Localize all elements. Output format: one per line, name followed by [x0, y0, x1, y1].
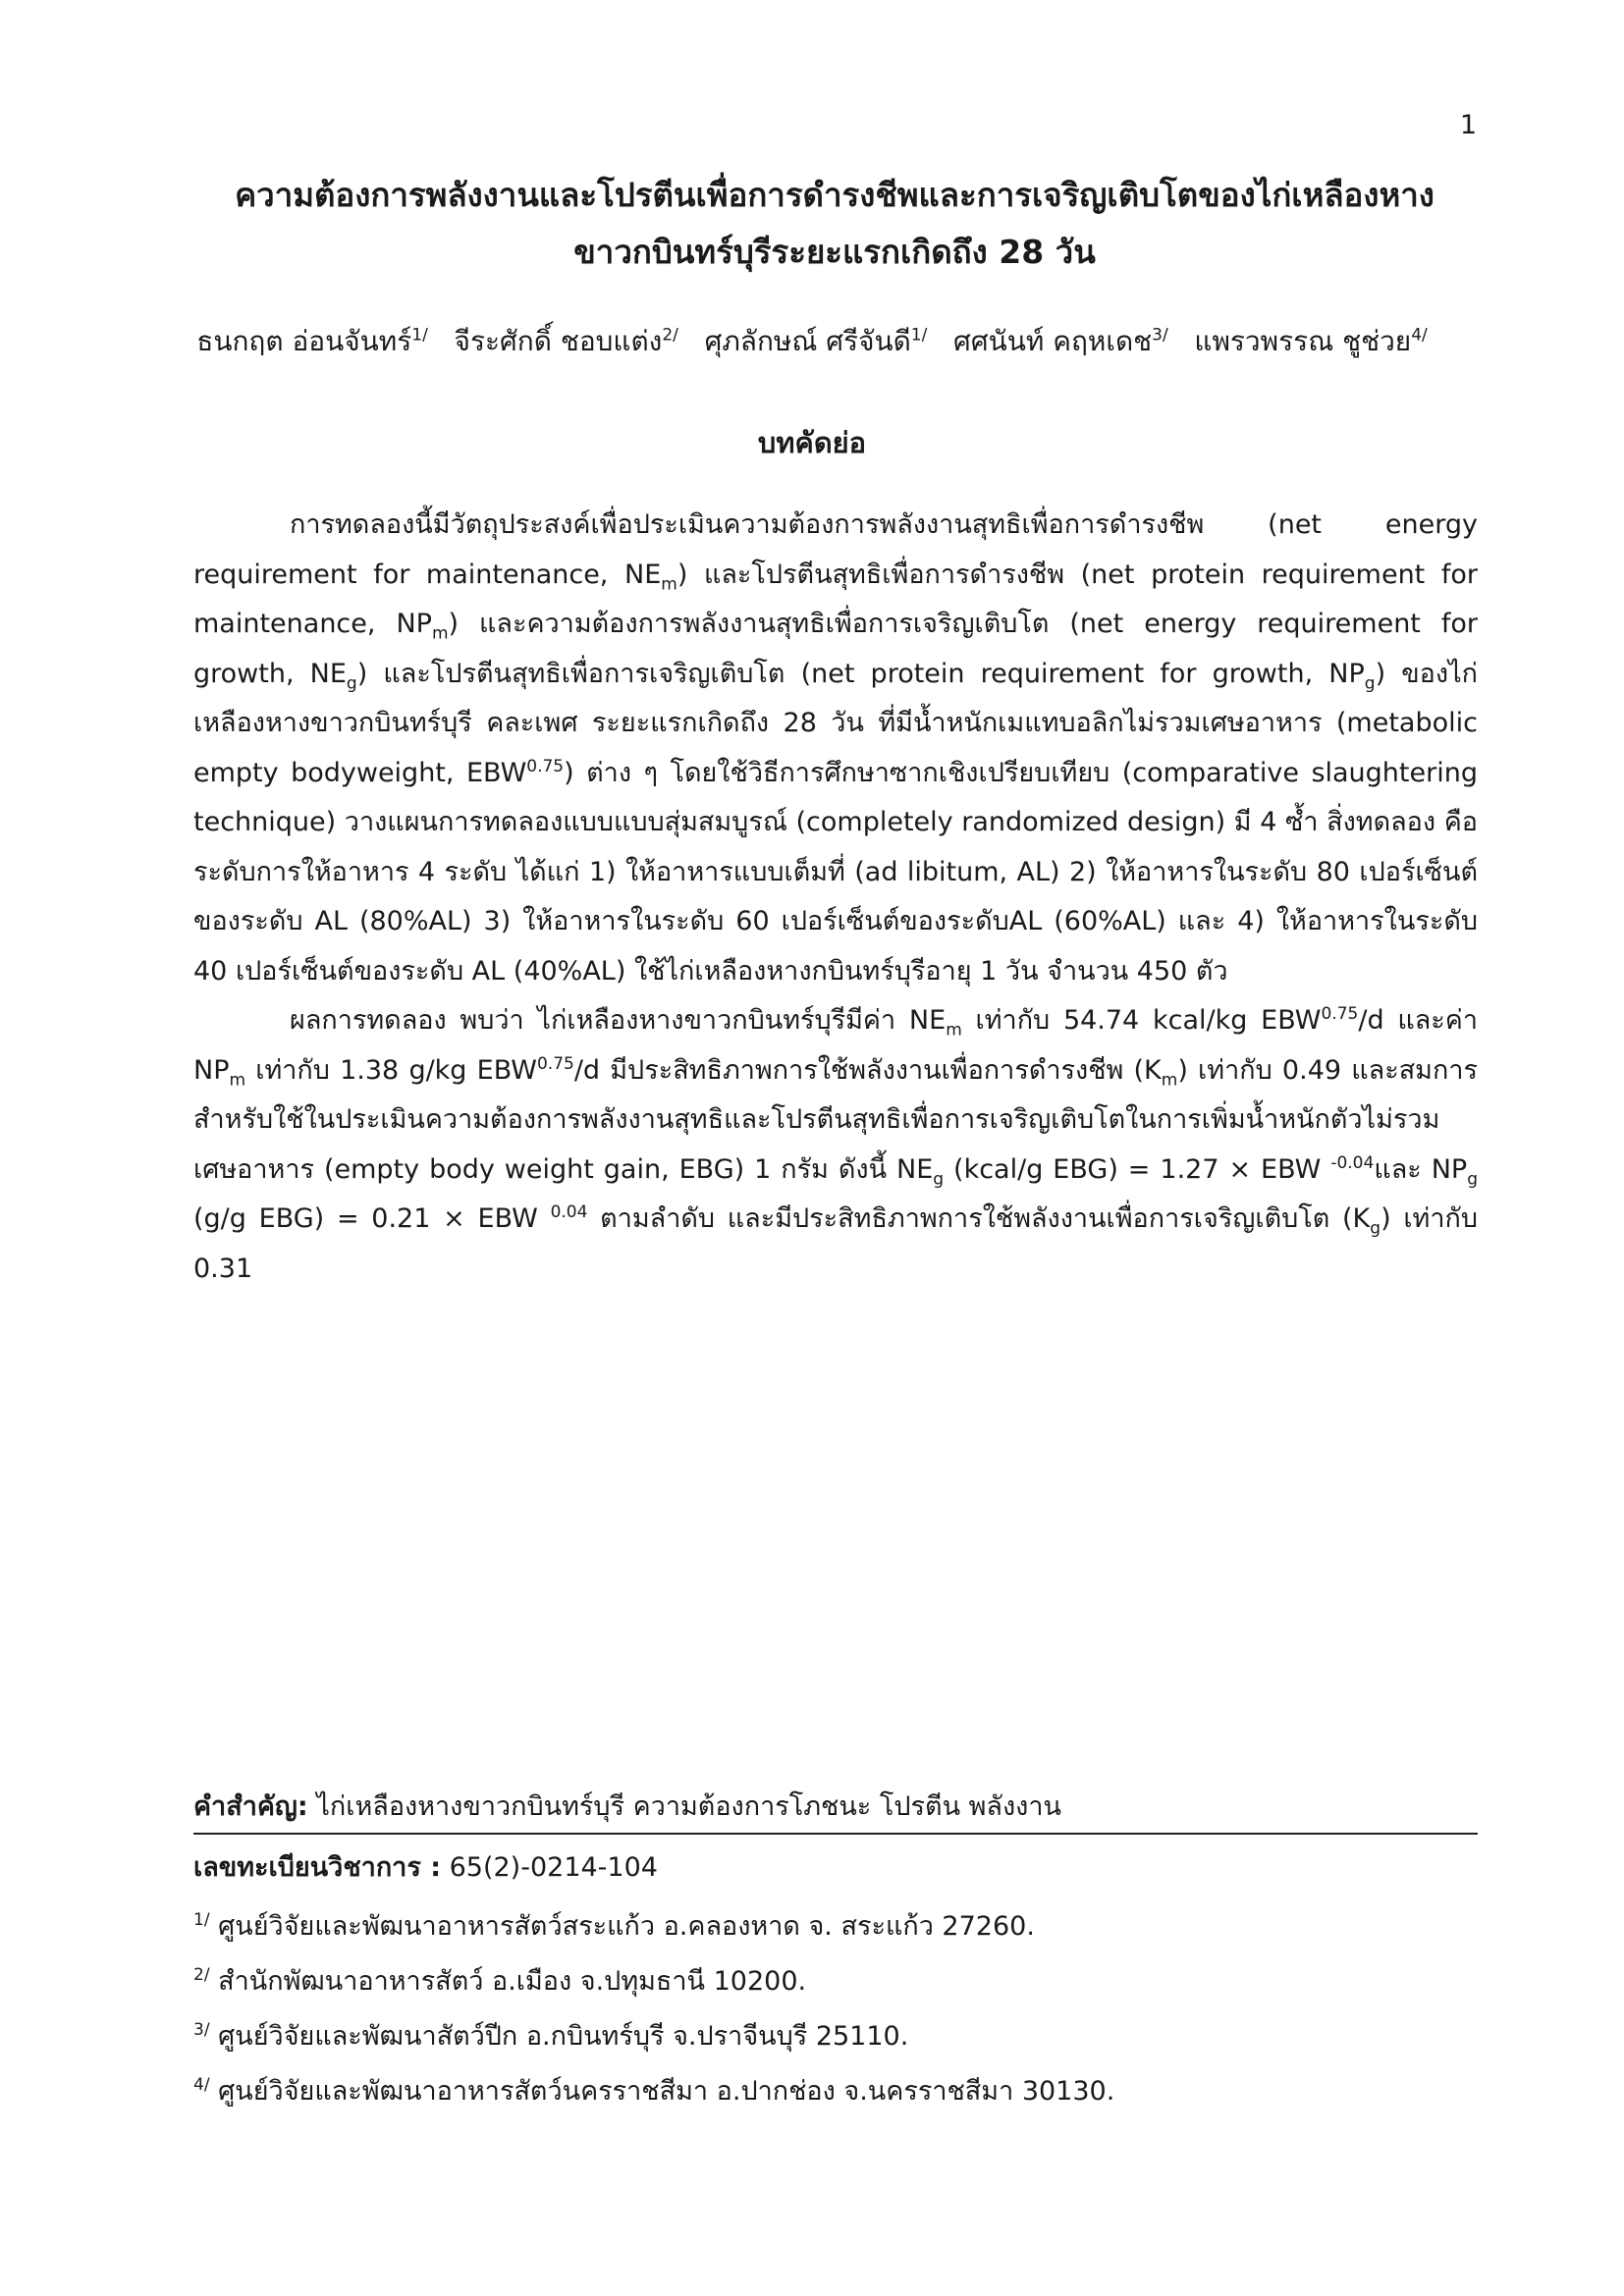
keywords-label: คำสำคัญ:: [193, 1791, 308, 1822]
author-name: ธนกฤต อ่อนจันทร์: [196, 325, 412, 357]
author-list: [147, 320, 1477, 363]
footnote-mark: 3/: [193, 2020, 210, 2040]
subscript: g: [933, 1168, 945, 1189]
text-run: ) และความต้องการพลังงานสุทธิเพื่อการเจริญเติบโต (net energy requirement for growth, NE: [193, 609, 1478, 689]
footnote-text: ศูนย์วิจัยและพัฒนาอาหารสัตว์สระแก้ว อ.คลองหาด จ. สระแก้ว 27260.: [209, 1911, 1035, 1942]
footnote: [193, 2014, 908, 2056]
author-mark: 4/: [1411, 325, 1428, 346]
title-line-1: ความต้องการพลังงานและโปรตีนเพื่อการดำรงชีพและการเจริญเติบโตของไก่เหลืองหาง: [235, 176, 1435, 214]
text-run: ) และโปรตีนสุทธิเพื่อการเจริญเติบโต (net protein requirement for growth, NP: [356, 658, 1365, 689]
superscript: 0.75: [1321, 1004, 1359, 1024]
registration-label: เลขทะเบียนวิชาการ :: [193, 1852, 442, 1883]
text-run: การทดลองนี้มีวัตถุประสงค์เพื่อประเมินความต้องการพลังงานสุทธิเพื่อการดำรงชีพ (net energy requirement for maintenance, NE: [193, 509, 1478, 590]
author-mark: 2/: [662, 325, 678, 346]
subscript: m: [229, 1069, 246, 1090]
subscript: g: [346, 672, 357, 693]
footnote: [193, 1959, 806, 2002]
abstract-paragraph-2: [193, 996, 1478, 1294]
footnote-mark: 1/: [193, 1910, 210, 1930]
footnote-mark: 2/: [193, 1965, 210, 1985]
text-run: และ NP: [1374, 1153, 1468, 1185]
text-run: ) เท่ากับ 0.31: [193, 1203, 1479, 1284]
keywords-text: ไก่เหลืองหางขาวกบินทร์บุรี ความต้องการโภชนะ โปรตีน พลังงาน: [307, 1791, 1061, 1822]
abstract-paragraph-1: [193, 501, 1478, 996]
title-line-2: ขาวกบินทร์บุรีระยะแรกเกิดถึง 28 วัน: [573, 233, 1096, 271]
subscript: g: [1467, 1168, 1479, 1189]
paper-title: [196, 167, 1473, 281]
abstract-body: [193, 501, 1478, 1294]
author-name: ศุภลักษณ์ ศรีจันดี: [704, 325, 911, 357]
superscript: -0.04: [1330, 1152, 1375, 1173]
author-mark: 1/: [910, 325, 928, 346]
footnote-text: ศูนย์วิจัยและพัฒนาอาหารสัตว์นครราชสีมา อ.ปากช่อง จ.นครราชสีมา 30130.: [209, 2076, 1115, 2107]
page-number: 1: [1459, 110, 1477, 140]
subscript: m: [946, 1020, 962, 1041]
text-run: เท่ากับ 1.38 g/kg EBW: [245, 1054, 537, 1086]
author-mark: 1/: [411, 325, 428, 346]
text-run: /d และค่า NP: [193, 1005, 1479, 1086]
superscript: 0.04: [550, 1202, 588, 1222]
text-run: ) เท่ากับ 0.49 และสมการสำหรับใช้ในประเมินความต้องการพลังงานสุทธิและโปรตีนสุทธิเพื่อการเจริญเติบโตในการเพิ่มน้ำหนักตัวไม่รวมเศษอาหาร (empty body weight gain, EBG) 1 กรัม ดังนี้ NE: [193, 1054, 1478, 1185]
text-run: ) ต่าง ๆ โดยใช้วิธีการศึกษาซากเชิงเปรียบเทียบ (comparative slaughtering technique) วางแผนการทดลองแบบแบบสุ่มสมบูรณ์ (completely randomized design) มี 4 ซ้ำ สิ่งทดลอง คือ ระดับการให้อาหาร 4 ระดับ ได้แก่ 1) ให้อาหารแบบเต็มที่ (ad libitum, AL) 2) ให้อาหารในระดับ 80 เปอร์เซ็นต์ของระดับ AL (80%AL) 3) ให้อาหารในระดับ 60 เปอร์เซ็นต์ของระดับAL (60%AL) และ 4) ให้อาหารในระดับ 40 เปอร์เซ็นต์ของระดับ AL (40%AL) ใช้ไก่เหลืองหางกบินทร์บุรีอายุ 1 วัน จำนวน 450 ตัว: [193, 757, 1478, 987]
text-run: ผลการทดลอง พบว่า ไก่เหลืองหางขาวกบินทร์บุรีมีค่า NE: [290, 1005, 947, 1036]
subscript: g: [1370, 1218, 1381, 1239]
footnote: [193, 1904, 1035, 1947]
author-mark: 3/: [1152, 325, 1168, 346]
subscript: g: [1364, 672, 1376, 693]
text-run: ตามลำดับ และมีประสิทธิภาพการใช้พลังงานเพื่อการเจริญเติบโต (K: [587, 1203, 1371, 1234]
text-run: (g/g EBG) = 0.21 × EBW: [193, 1203, 551, 1234]
text-run: ) ของไก่เหลืองหางขาวกบินทร์บุรี คละเพศ ระยะแรกเกิดถึง 28 วัน ที่มีน้ำหนักเมแทบอลิกไม่รวมเศษอาหาร (metabolic empty bodyweight, EBW: [193, 658, 1479, 788]
superscript: 0.75: [536, 1053, 574, 1074]
footnote: [193, 2069, 1114, 2111]
author-name: แพรวพรรณ ชูช่วย: [1194, 325, 1412, 357]
author-name: ศศนันท์ คฤหเดช: [953, 325, 1153, 357]
registration-value: 65(2)-0214-104: [441, 1852, 658, 1883]
abstract-heading: บทคัดย่อ: [757, 426, 867, 459]
subscript: m: [431, 623, 449, 644]
keywords-line: [193, 1785, 1478, 1835]
text-run: /d มีประสิทธิภาพการใช้พลังงานเพื่อการดำรงชีพ (K: [573, 1054, 1162, 1086]
subscript: m: [661, 573, 677, 594]
text-run: (kcal/g EBG) = 1.27 × EBW: [944, 1153, 1331, 1185]
footnote-text: ศูนย์วิจัยและพัฒนาสัตว์ปีก อ.กบินทร์บุรี จ.ปราจีนบุรี 25110.: [209, 2021, 909, 2052]
subscript: m: [1161, 1069, 1178, 1090]
superscript: 0.75: [526, 756, 565, 776]
text-run: ) และโปรตีนสุทธิเพื่อการดำรงชีพ (net protein requirement for maintenance, NP: [193, 559, 1478, 639]
footnote-mark: 4/: [193, 2075, 210, 2095]
text-run: เท่ากับ 54.74 kcal/kg EBW: [961, 1005, 1322, 1036]
author-name: จีระศักดิ์ ชอบแต่ง: [454, 325, 663, 357]
registration-number: [193, 1845, 658, 1888]
footnote-text: สำนักพัฒนาอาหารสัตว์ อ.เมือง จ.ปทุมธานี 10200.: [209, 1966, 807, 1997]
